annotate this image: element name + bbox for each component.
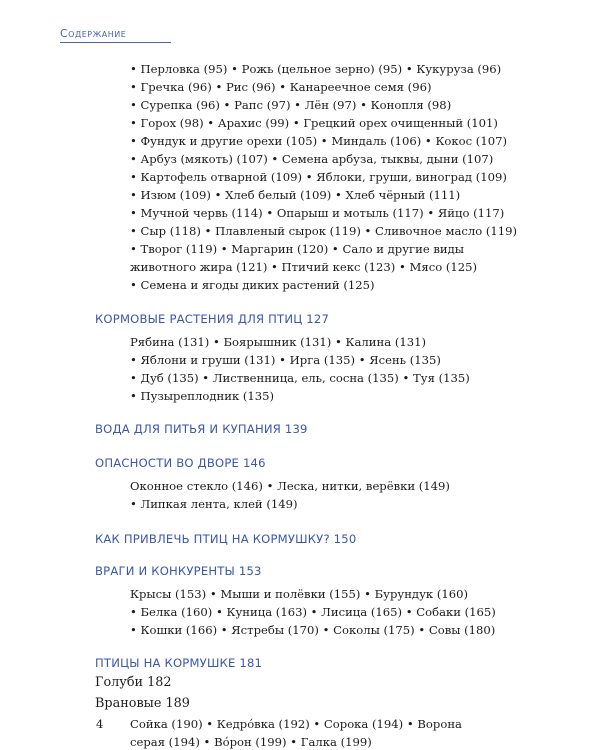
toc-entry-line: • Пузыреплодник (135) xyxy=(130,389,275,403)
toc-entry-line: • Картофель отварной (109) • Яблоки, груши, виноград (109) xyxy=(130,170,507,184)
toc-entry-line: • Сыр (118) • Плавленый сырок (119) • Сливочное масло (119) xyxy=(130,224,518,238)
toc-entry-line: • Творог (119) • Маргарин (120) • Сало и другие виды xyxy=(130,242,465,256)
toc-entry-line: • Горох (98) • Арахис (99) • Грецкий орех очищенный (101) xyxy=(130,116,498,130)
toc-section-heading: ОПАСНОСТИ ВО ДВОРЕ 146 xyxy=(95,456,266,470)
toc-entry-line: • Липкая лента, клей (149) xyxy=(130,497,298,511)
toc-entry-line: • Кошки (166) • Ястребы (170) • Соколы (175) • Совы (180) xyxy=(130,623,496,637)
toc-section-heading: КОРМОВЫЕ РАСТЕНИЯ ДЛЯ ПТИЦ 127 xyxy=(95,312,330,326)
header-title: Содержание xyxy=(60,27,127,40)
toc-entry-line: • Дуб (135) • Лиственница, ель, сосна (135) • Туя (135) xyxy=(130,371,470,385)
toc-section-heading: КАК ПРИВЛЕЧЬ ПТИЦ НА КОРМУШКУ? 150 xyxy=(95,532,357,546)
toc-entry-line: • Мучной червь (114) • Опарыш и мотыль (117) • Яйцо (117) xyxy=(130,206,505,220)
toc-entry-line: • Фундук и другие орехи (105) • Миндаль (106) • Кокос (107) xyxy=(130,134,507,148)
toc-entry-line: • Яблони и груши (131) • Ирга (135) • Ясень (135) xyxy=(130,353,441,367)
toc-subsection: Голуби 182 xyxy=(95,675,172,690)
header-rule xyxy=(60,42,171,43)
page-number: 4 xyxy=(96,717,104,731)
toc-subsection: Врановые 189 xyxy=(95,696,190,711)
toc-entry-line: серая (194) • Вóрон (199) • Галка (199) xyxy=(130,735,372,749)
toc-entry-line: • Гречка (96) • Рис (96) • Канареечное семя (96) xyxy=(130,80,432,94)
toc-entry-line: • Перловка (95) • Рожь (цельное зерно) (95) • Кукуруза (96) xyxy=(130,62,502,76)
toc-entry-line: животного жира (121) • Птичий кекс (123) • Мясо (125) xyxy=(130,260,478,274)
toc-section-heading: ВОДА ДЛЯ ПИТЬЯ И КУПАНИЯ 139 xyxy=(95,422,308,436)
toc-entry-line: Крысы (153) • Мыши и полёвки (155) • Бурундук (160) xyxy=(130,587,468,601)
toc-entry-line: Оконное стекло (146) • Леска, нитки, верёвки (149) xyxy=(130,479,450,493)
toc-entry-line: • Арбуз (мякоть) (107) • Семена арбуза, тыквы, дыни (107) xyxy=(130,152,494,166)
toc-entry-line: • Сурепка (96) • Рапс (97) • Лён (97) • Конопля (98) xyxy=(130,98,452,112)
toc-section-heading: ПТИЦЫ НА КОРМУШКЕ 181 xyxy=(95,656,263,670)
toc-entry-line: Сойка (190) • Кедрóвка (192) • Сорока (194) • Ворона xyxy=(130,717,462,731)
toc-entry-line: • Изюм (109) • Хлеб белый (109) • Хлеб чёрный (111) xyxy=(130,188,461,202)
toc-entry-line: • Семена и ягоды диких растений (125) xyxy=(130,278,375,292)
toc-entry-line: • Белка (160) • Куница (163) • Лисица (165) • Собаки (165) xyxy=(130,605,496,619)
toc-section-heading: ВРАГИ И КОНКУРЕНТЫ 153 xyxy=(95,564,262,578)
toc-entry-line: Рябина (131) • Боярышник (131) • Калина (131) xyxy=(130,335,427,349)
